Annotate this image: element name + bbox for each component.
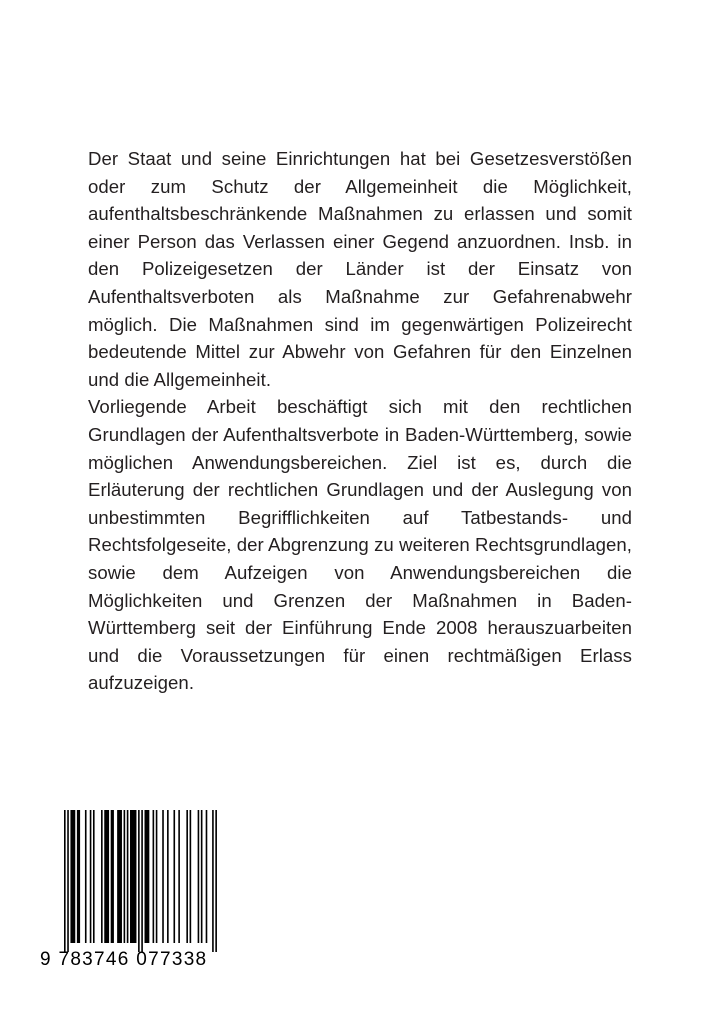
barcode-bar (67, 810, 69, 952)
barcode-bar (101, 810, 103, 943)
barcode-bar (90, 810, 92, 943)
barcode-bar (85, 810, 87, 943)
barcode-bar (93, 810, 95, 943)
back-cover-blurb (88, 145, 632, 697)
barcode-bar (206, 810, 208, 943)
barcode-bar (70, 810, 75, 943)
barcode-bar (124, 810, 126, 943)
barcode-bar (153, 810, 155, 943)
barcode-bar (162, 810, 164, 943)
isbn-barcode (40, 806, 224, 976)
barcode-bar (145, 810, 150, 943)
barcode-bar (111, 810, 114, 943)
barcode-bar (77, 810, 80, 943)
barcode-bar (212, 810, 214, 952)
barcode-bar (141, 810, 143, 952)
barcode-bar (198, 810, 200, 943)
barcode-bar (173, 810, 175, 943)
barcode-bar (138, 810, 140, 952)
barcode-bar (167, 810, 169, 943)
isbn-number: 9 783746 077338 (40, 949, 208, 970)
blurb-paragraph-2: Vorliegende Arbeit beschäftigt sich mit den rechtlichen Grundlagen der Aufenthaltsverbote in Baden-Württemberg, sowie möglichen Anwendungsbereichen. Ziel ist es, durch die Erläuterung der rechtlichen Grundlagen und der Auslegung von unbestimmten Begrifflichkeiten auf Tatbestands- und Rechtsfolgeseite, der Abgrenzung zu weiteren Rechtsgrundlagen, sowie dem Aufzeigen von Anwendungsbereichen die Möglichkeiten und Grenzen der Maßnahmen in Baden-Württemberg seit der Einführung Ende 2008 herauszuarbeiten und die Voraussetzungen für einen rechtmäßigen Erlass aufzuzeigen. (88, 396, 632, 694)
barcode-bar (190, 810, 192, 943)
barcode-bar (201, 810, 203, 943)
barcode-bar (127, 810, 129, 943)
barcode-bar (215, 810, 217, 952)
barcode-bar (117, 810, 122, 943)
barcode-bar (64, 810, 66, 952)
barcode-bar (156, 810, 158, 943)
barcode-bar (130, 810, 136, 943)
blurb-paragraph-1: Der Staat und seine Einrichtungen hat bei Gesetzesverstößen oder zum Schutz der Allgemeinheit die Möglichkeit, aufenthaltsbeschränkende Maßnahmen zu erlassen und somit einer Person das Verlassen einer Gegend anzuordnen. Insb. in den Polizeigesetzen der Länder ist der Einsatz von Aufenthaltsverboten als Maßnahme zur Gefahrenabwehr möglich. Die Maßnahmen sind im gegenwärtigen Polizeirecht bedeutende Mittel zur Abwehr von Gefahren für den Einzelnen und die Allgemeinheit. (88, 148, 632, 390)
barcode-bar (178, 810, 180, 943)
barcode-bar (104, 810, 109, 943)
barcode-bar (186, 810, 188, 943)
